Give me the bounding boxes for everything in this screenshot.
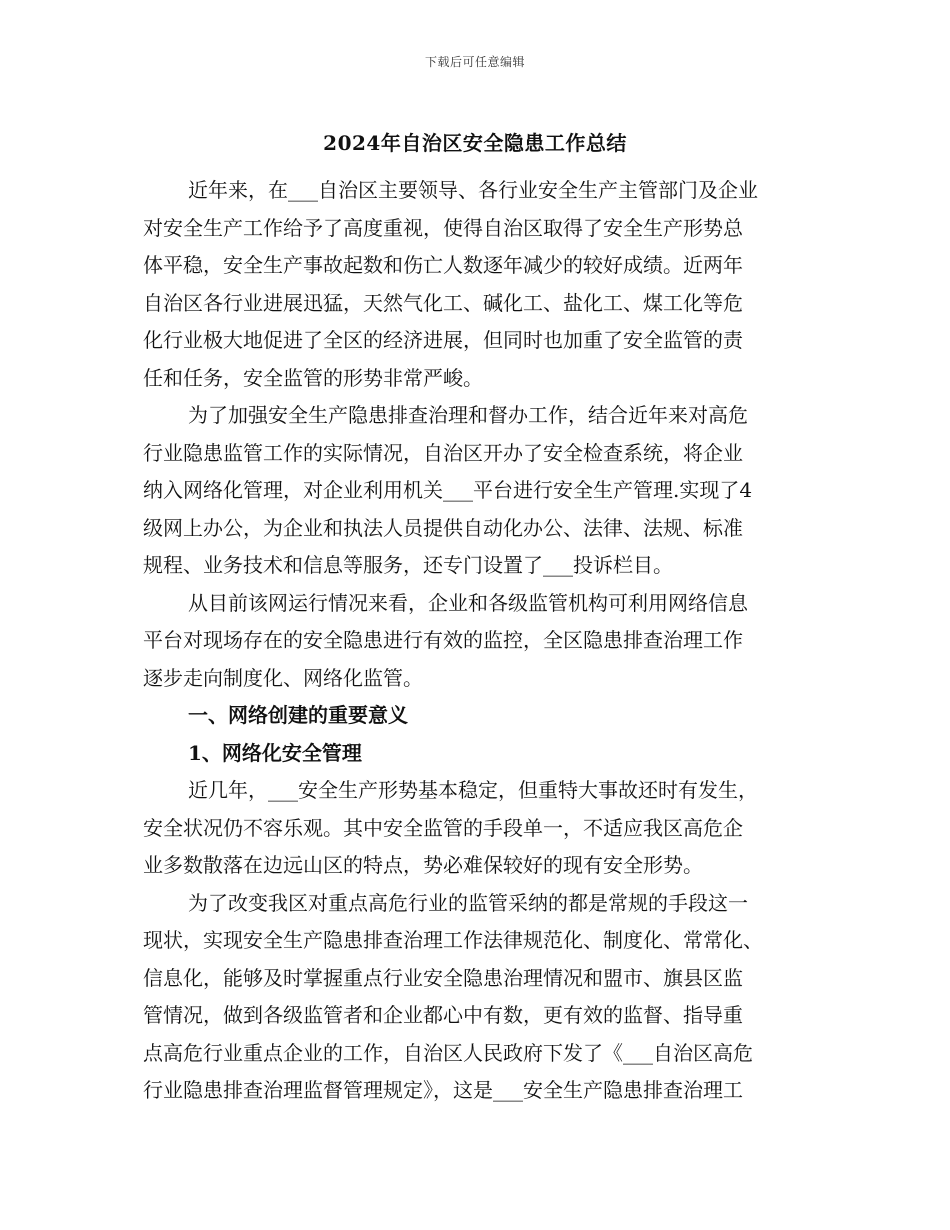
body-text-line: 任和任务，安全监管的形势非常严峻。 [143,365,483,390]
body-text-line: 化行业极大地促进了全区的经济进展，但同时也加重了安全监管的责 [143,328,743,352]
body-text-line: 现状，实现安全生产隐患排查治理工作法律规范化、制度化、常常化、 [143,928,763,952]
body-text-line: 管情况，做到各级监管者和企业都心中有数，更有效的监督、指导重 [143,1003,743,1027]
document-body [143,172,823,1110]
body-text-line: 体平稳，安全生产事故起数和伤亡人数逐年减少的较好成绩。近两年 [143,253,743,277]
body-text-line: 对安全生产工作给予了高度重视，使得自治区取得了安全生产形势总 [143,215,743,240]
document-title: 2024年自治区安全隐患工作总结 [323,131,627,155]
body-text-line: 纳入网络化管理，对企业利用机关___平台进行安全生产管理.实现了4 [143,478,753,502]
body-text-line: 平台对现场存在的安全隐患进行有效的监控，全区隐患排查治理工作 [143,628,743,652]
section-heading: 1、网络化安全管理 [188,740,362,765]
body-text-line: 为了加强安全生产隐患排查治理和督办工作，结合近年来对高危 [188,403,748,427]
body-text-line: 近年来，在___自治区主要领导、各行业安全生产主管部门及企业 [188,178,758,202]
section-heading: 一、网络创建的重要意义 [188,703,408,727]
body-text-line: 规程、业务技术和信息等服务，还专门设置了___投诉栏目。 [143,553,673,577]
page-header-note: 下载后可任意编辑 [424,55,525,69]
body-text-line: 逐步走向制度化、网络化监管。 [143,665,423,690]
body-text-line: 安全状况仍不容乐观。其中安全监管的手段单一，不适应我区高危企 [143,815,743,840]
body-text-line: 点高危行业重点企业的工作，自治区人民政府下发了《___自治区高危 [143,1040,753,1065]
body-text-line: 级网上办公，为企业和执法人员提供自动化办公、法律、法规、标准 [143,515,743,540]
body-text-line: 为了改变我区对重点高危行业的监管采纳的都是常规的手段这一 [188,890,748,915]
body-text-line: 行业隐患排查治理监督管理规定》，这是___安全生产隐患排查治理工 [143,1078,743,1102]
body-text-line: 业多数散落在边远山区的特点，势必难保较好的现有安全形势。 [143,853,703,877]
body-text-line: 自治区各行业进展迅猛，天然气化工、碱化工、盐化工、煤工化等危 [143,290,743,315]
body-text-line: 行业隐患监管工作的实际情况，自治区开办了安全检查系统，将企业 [143,440,743,465]
body-text-line: 从目前该网运行情况来看，企业和各级监管机构可利用网络信息 [188,590,748,615]
body-text-line: 信息化，能够及时掌握重点行业安全隐患治理情况和盟市、旗县区监 [143,965,743,990]
body-text-line: 近几年，___安全生产形势基本稳定，但重特大事故还时有发生， [188,778,758,802]
